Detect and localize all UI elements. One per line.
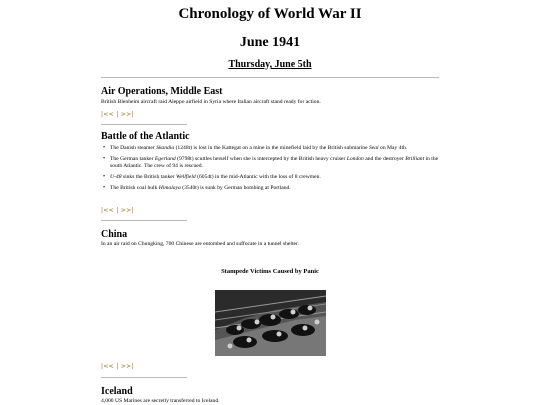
list-item: • The British coal hulk Himalaya (3540t) is sunk by German bombing at Portland.	[101, 185, 439, 192]
section-text-china: In an air raid on Chungking, 700 Chinese are entombed and suffocate in a tunnel shelter.	[101, 241, 299, 247]
nav-links	[101, 207, 134, 214]
divider	[101, 220, 187, 221]
photo-caption: Stampede Victims Caused by Panic	[221, 268, 319, 275]
nav-separator: |	[116, 363, 119, 370]
stampede-photo	[215, 290, 326, 356]
site-title: Chronology of World War II	[178, 6, 362, 22]
atlantic-list	[101, 145, 439, 196]
photo-image	[215, 290, 326, 356]
list-item: • The German tanker Egerland (9798t) scuttles herself when she is intercepted by the British heavy cruiser London and the destroyer Brilliant in the south Atlantic. The crew of 94 is rescued.	[101, 156, 439, 170]
section-text-air: British Blenheim aircraft raid Aleppo airfield in Syria where Italian aircraft stand ready for action.	[101, 99, 321, 105]
next-link[interactable]: >>|	[120, 207, 134, 214]
next-link[interactable]: >>|	[120, 363, 134, 370]
divider	[101, 77, 439, 78]
divider	[101, 377, 187, 378]
nav-separator: |	[116, 207, 119, 214]
list-item: • The Danish steamer Skandia (1248t) is lost in the Kattegat on a mine in the minefield laid by the British submarine Seal on May 4th.	[101, 145, 439, 152]
list-item: • U-48 sinks the British tanker Wellfield (6054t) in the mid-Atlantic with the loss of 8 crewmen.	[101, 174, 439, 181]
divider	[101, 124, 187, 125]
section-heading-china: China	[101, 229, 128, 240]
section-heading-iceland: Iceland	[101, 386, 133, 397]
section-heading-atlantic: Battle of the Atlantic	[101, 131, 190, 142]
month-heading: June 1941	[239, 35, 301, 50]
next-link[interactable]: >>|	[120, 111, 134, 118]
nav-separator: |	[116, 111, 119, 118]
section-text-iceland: 4,000 US Marines are secretly transferred to Iceland.	[101, 398, 220, 404]
nav-links	[101, 363, 134, 370]
prev-link[interactable]: |<<	[101, 111, 114, 118]
prev-link[interactable]: |<<	[101, 363, 114, 370]
day-heading: Thursday, June 5th	[228, 59, 312, 70]
section-heading-air: Air Operations, Middle East	[101, 86, 223, 97]
prev-link[interactable]: |<<	[101, 207, 114, 214]
nav-links	[101, 111, 134, 118]
